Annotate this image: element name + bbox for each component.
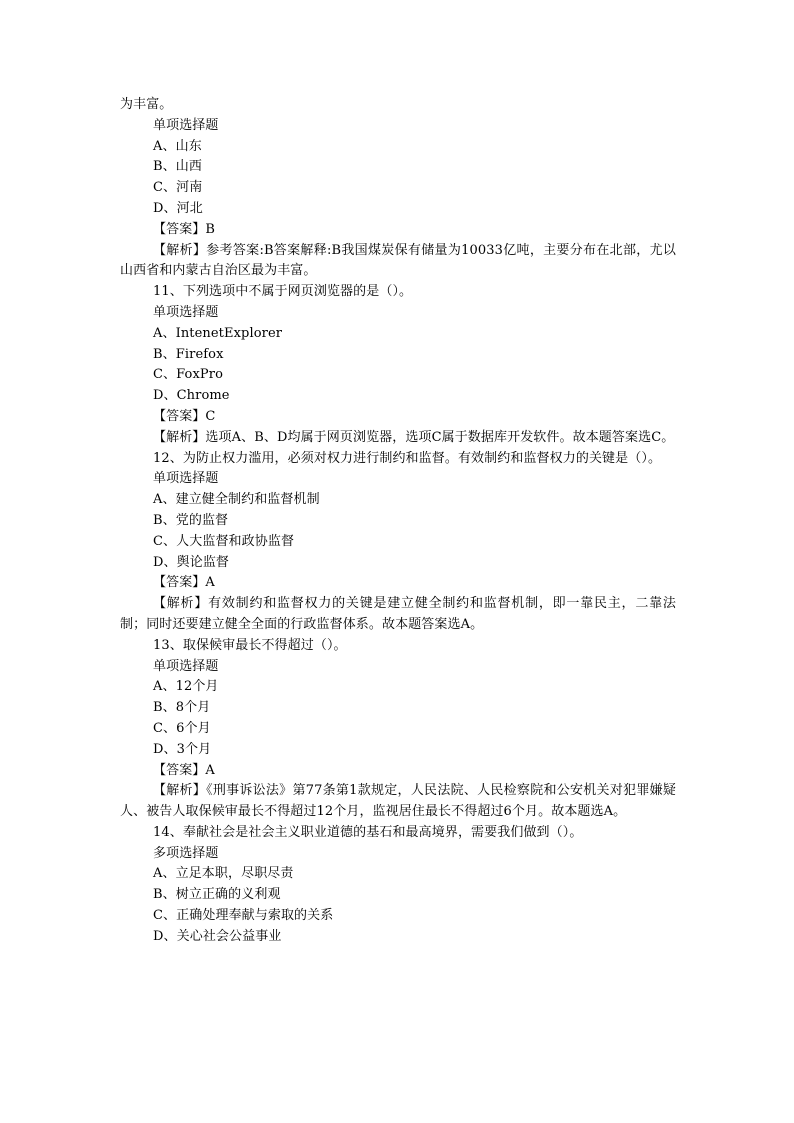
analysis: 【解析】《刑事诉讼法》第77条第1款规定，人民法院、人民检察院和公安机关对犯罪嫌疑人、被告人取保候审最长不得超过12个月，监视居住最长不得超过6个月。故本题选A。 xyxy=(120,783,676,820)
question-13: 13、取保候审最长不得超过（）。 xyxy=(153,637,347,653)
document-body xyxy=(120,95,676,948)
option-d: D、Chrome xyxy=(153,388,230,404)
answer: 【答案】B xyxy=(153,221,216,237)
question-type: 单项选择题 xyxy=(153,117,219,133)
question-type: 单项选择题 xyxy=(153,471,219,487)
option-c: C、河南 xyxy=(153,180,203,196)
option-b: B、山西 xyxy=(153,159,202,175)
option-b: B、8个月 xyxy=(153,700,211,716)
option-d: D、3个月 xyxy=(153,741,212,757)
option-d: D、舆论监督 xyxy=(153,554,230,570)
answer: 【答案】A xyxy=(153,762,215,778)
option-a: A、山东 xyxy=(153,138,202,154)
option-b: B、Firefox xyxy=(153,346,224,362)
question-14: 14、奉献社会是社会主义职业道德的基石和最高境界，需要我们做到（）。 xyxy=(153,824,583,840)
paragraph-continuation: 为丰富。 xyxy=(120,97,173,112)
option-c: C、FoxPro xyxy=(153,367,224,383)
question-type: 多项选择题 xyxy=(153,845,219,861)
option-a: A、立足本职，尽职尽责 xyxy=(153,866,294,882)
question-type: 单项选择题 xyxy=(153,304,219,320)
option-c: C、6个月 xyxy=(153,720,211,736)
question-11: 11、下列选项中不属于网页浏览器的是（）。 xyxy=(153,284,413,300)
analysis: 【解析】选项A、B、D均属于网页浏览器，选项C属于数据库开发软件。故本题答案选C。 xyxy=(153,429,675,445)
option-d: D、河北 xyxy=(153,200,203,216)
option-a: A、12个月 xyxy=(153,679,219,695)
option-a: A、IntenetExplorer xyxy=(153,325,283,341)
option-a: A、建立健全制约和监督机制 xyxy=(153,492,320,508)
option-d: D、关心社会公益事业 xyxy=(153,928,282,944)
analysis: 【解析】有效制约和监督权力的关键是建立健全制约和监督机制，即一靠民主，二靠法制；同时还要建立健全全面的行政监督体系。故本题答案选A。 xyxy=(120,596,676,632)
question-12: 12、为防止权力滥用，必须对权力进行制约和监督。有效制约和监督权力的关键是（）。 xyxy=(153,450,662,466)
question-type: 单项选择题 xyxy=(153,658,219,674)
analysis: 【解析】参考答案:B答案解释:B我国煤炭保有储量为10033亿吨，主要分布在北部，尤以山西省和内蒙古自治区最为丰富。 xyxy=(120,242,676,279)
answer: 【答案】C xyxy=(153,408,216,424)
option-c: C、正确处理奉献与索取的关系 xyxy=(153,908,334,924)
option-b: B、树立正确的义利观 xyxy=(153,887,281,903)
option-b: B、党的监督 xyxy=(153,512,229,528)
answer: 【答案】A xyxy=(153,575,215,591)
option-c: C、人大监督和政协监督 xyxy=(153,533,295,549)
